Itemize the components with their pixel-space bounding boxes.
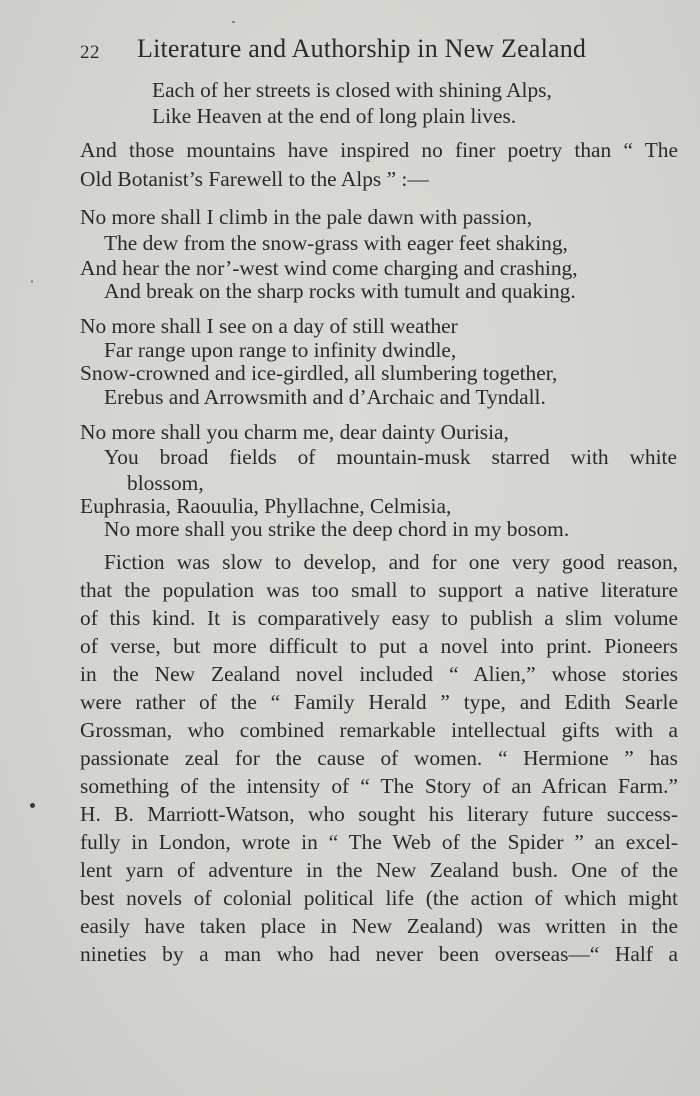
text-line: Fiction was slow to develop, and for one very good reason, — [104, 550, 678, 574]
text-line: And those mountains have inspired no finer poetry than “ The — [80, 138, 678, 162]
text-line: nineties by a man who had never been overseas—“ Half a — [80, 942, 678, 966]
verse-line: No more shall I see on a day of still weather — [80, 314, 458, 338]
paper-speck — [31, 280, 33, 283]
running-head: Literature and Authorship in New Zealand — [137, 34, 587, 63]
text-line: of this kind. It is comparatively easy to publish a slim volume — [80, 606, 678, 630]
text-line: of verse, but more difficult to put a novel into print. Pioneers — [80, 634, 678, 658]
text-line: passionate zeal for the cause of women. “ Hermione ” has — [80, 746, 678, 770]
paper-speck — [232, 21, 235, 23]
text-line: were rather of the “ Family Herald ” type, and Edith Searle — [80, 690, 678, 714]
page-header — [80, 34, 620, 70]
verse-line: Erebus and Arrowsmith and d’Archaic and Tyndall. — [104, 385, 546, 409]
text-line: H. B. Marriott-Watson, who sought his literary future success- — [80, 802, 678, 826]
verse-line: Like Heaven at the end of long plain lives. — [152, 104, 517, 128]
paper-speck — [30, 803, 35, 808]
verse-line: The dew from the snow-grass with eager feet shaking, — [104, 231, 568, 255]
verse-line: Euphrasia, Raouulia, Phyllachne, Celmisia, — [80, 494, 452, 518]
verse-line: No more shall I climb in the pale dawn with passion, — [80, 205, 533, 229]
verse-line: And hear the nor’-west wind come charging and crashing, — [80, 256, 578, 280]
text-line: that the population was too small to support a native literature — [80, 578, 678, 602]
verse-line: No more shall you strike the deep chord in my bosom. — [104, 517, 570, 541]
verse-line: Snow-crowned and ice-girdled, all slumbering together, — [80, 361, 558, 385]
verse-line: blossom, — [127, 471, 204, 495]
text-line: lent yarn of adventure in the New Zealand bush. One of the — [80, 858, 678, 882]
text-line: Old Botanist’s Farewell to the Alps ” :— — [80, 167, 429, 191]
page-number: 22 — [80, 42, 100, 63]
text-line: fully in London, wrote in “ The Web of the Spider ” an excel- — [80, 830, 678, 854]
text-line: something of the intensity of “ The Story of an African Farm.” — [80, 774, 678, 798]
verse-line: And break on the sharp rocks with tumult and quaking. — [104, 279, 576, 303]
text-line: in the New Zealand novel included “ Alien,” whose stories — [80, 662, 678, 686]
text-line: best novels of colonial political life (the action of which might — [80, 886, 678, 910]
text-line: easily have taken place in New Zealand) was written in the — [80, 914, 678, 938]
verse-line: Each of her streets is closed with shining Alps, — [152, 78, 552, 102]
verse-line: Far range upon range to infinity dwindle, — [104, 338, 457, 362]
verse-line: You broad fields of mountain-musk starred with white — [104, 445, 677, 469]
verse-line: No more shall you charm me, dear dainty Ourisia, — [80, 420, 509, 444]
text-line: Grossman, who combined remarkable intellectual gifts with a — [80, 718, 678, 742]
